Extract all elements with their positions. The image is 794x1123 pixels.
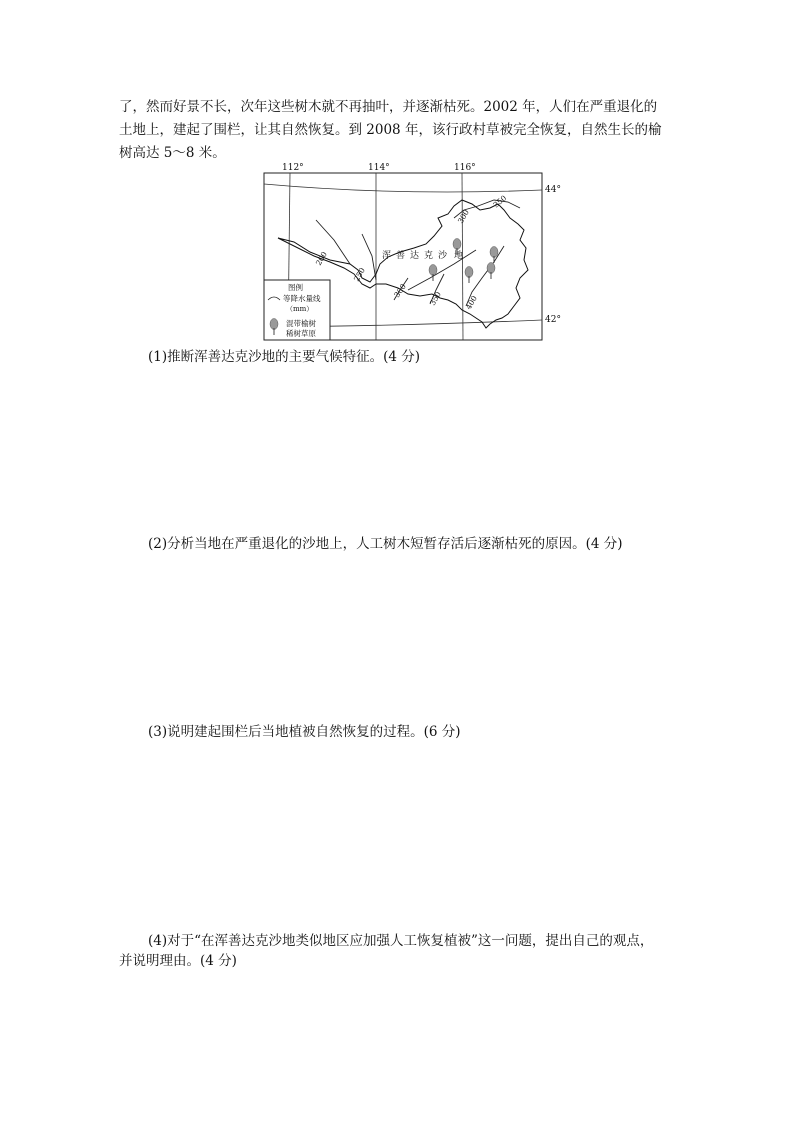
svg-text:地: 地 bbox=[454, 251, 464, 261]
tree-icon bbox=[487, 263, 495, 280]
intro-line-1: 了，然而好景不长，次年这些树木就不再抽叶，并逐渐枯死。2002 年，人们在严重退化的 bbox=[119, 99, 658, 115]
intro-line-3: 树高达 5～8 米。 bbox=[119, 145, 226, 161]
legend-tree-line1: 混带榆树 bbox=[286, 319, 316, 328]
question-1: (1)推断浑善达克沙地的主要气候特征。(4 分) bbox=[148, 349, 421, 365]
question-2: (2)分析当地在严重退化的沙地上，人工树木短暂存活后逐渐枯死的原因。(4 分) bbox=[148, 536, 623, 552]
tree-icon bbox=[465, 267, 473, 284]
isohyet-label: 250 bbox=[351, 266, 367, 283]
isohyet-label: 350 bbox=[491, 193, 509, 210]
svg-text:浑: 浑 bbox=[382, 251, 392, 261]
tree-icon bbox=[490, 247, 498, 264]
question-4-line-1: (4)对于“在浑善达克沙地类似地区应加强人工恢复植被”这一问题，提出自己的观点， bbox=[148, 933, 654, 949]
svg-text:达: 达 bbox=[410, 251, 420, 261]
question-3: (3)说明建起围栏后当地植被自然恢复的过程。(6 分) bbox=[148, 724, 461, 740]
svg-text:善: 善 bbox=[396, 251, 406, 261]
lat-label-42: 42° bbox=[545, 315, 561, 325]
region-label bbox=[382, 249, 463, 261]
lon-label-116: 116° bbox=[454, 163, 476, 173]
legend-title: 图例 bbox=[288, 283, 303, 292]
legend-isohyet: 等降水量线 bbox=[283, 294, 321, 303]
svg-text:沙: 沙 bbox=[438, 251, 448, 261]
lat-label-44: 44° bbox=[545, 185, 561, 195]
legend-isohyet-unit: （mm） bbox=[286, 305, 314, 313]
isohyet-label: 300 bbox=[455, 208, 471, 225]
map-legend bbox=[264, 280, 330, 340]
legend-tree-line2: 稀树草原 bbox=[286, 329, 316, 338]
lon-label-114: 114° bbox=[368, 163, 390, 173]
tree-icon bbox=[429, 265, 437, 282]
isohyet-label: 350 bbox=[427, 290, 443, 307]
question-4-line-2: 并说明理由。(4 分) bbox=[119, 953, 237, 969]
isohyet-label: 300 bbox=[392, 282, 408, 300]
isohyet-label: 400 bbox=[463, 294, 479, 311]
intro-line-2: 土地上，建起了围栏，让其自然恢复。到 2008 年，该行政村草被完全恢复，自然生长的榆 bbox=[119, 122, 662, 138]
lon-label-112: 112° bbox=[282, 163, 304, 173]
sandland-map bbox=[258, 160, 574, 344]
isohyet-label: 200 bbox=[313, 250, 329, 267]
svg-text:克: 克 bbox=[424, 251, 434, 261]
